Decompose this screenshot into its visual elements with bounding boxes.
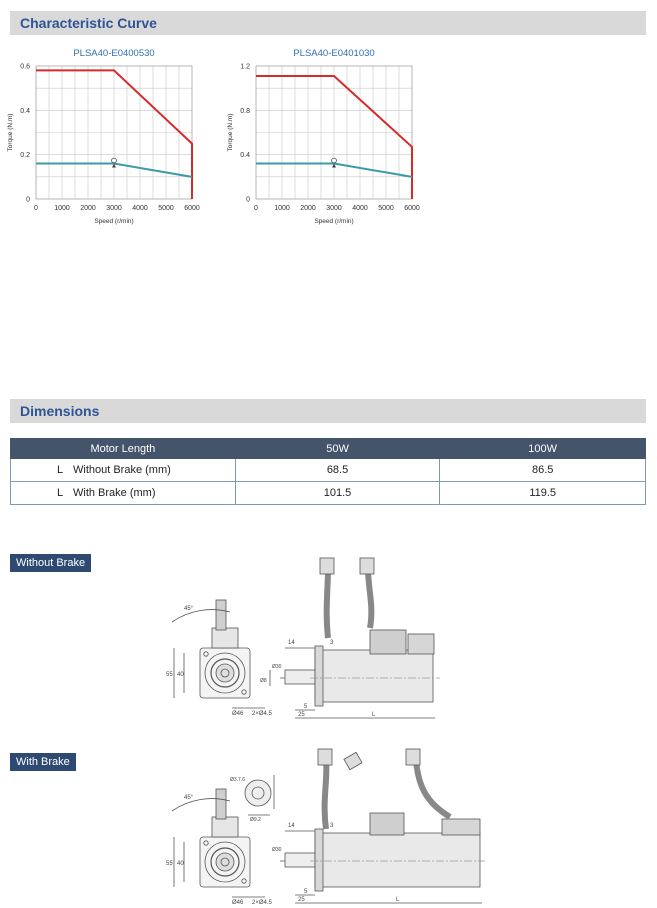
operating-point-marker	[332, 158, 337, 163]
dim-3: 3	[330, 823, 334, 829]
dim-shaft: Ø8	[260, 678, 267, 684]
dim-angle: 45°	[184, 606, 194, 612]
table-cell: 119.5	[440, 482, 646, 505]
chart-title: PLSA40-E0401030	[293, 48, 375, 59]
dim-d92: Ø9.2	[250, 817, 261, 823]
dim-L: L	[372, 712, 376, 718]
dim-holes: 2×Ø4.5	[252, 711, 272, 717]
table-cell: 101.5	[235, 482, 440, 505]
y-tick-label: 0.4	[240, 152, 250, 160]
chart-plsa40-e0401030	[220, 44, 430, 234]
dim-d37: Ø3.7.6	[230, 777, 246, 783]
x-tick-label: 3000	[106, 205, 122, 212]
x-axis-label: Speed (r/min)	[314, 218, 354, 225]
x-tick-label: 4000	[352, 205, 368, 212]
table-header-row	[11, 439, 646, 459]
x-tick-label: 3000	[326, 205, 342, 212]
motor-drawing-without-brake	[160, 550, 450, 725]
x-tick-label: 1000	[54, 205, 70, 212]
x-tick-label: 2000	[80, 205, 96, 212]
y-tick-label: 0	[26, 196, 30, 204]
dim-40: 40	[177, 861, 184, 867]
table-row	[11, 482, 646, 505]
y-tick-label: 0	[246, 196, 250, 204]
x-tick-label: 5000	[158, 205, 174, 212]
x-tick-label: 5000	[378, 205, 394, 212]
header-cell: 100W	[440, 439, 646, 459]
dim-5: 5	[304, 889, 308, 895]
motor-drawing-with-brake	[160, 745, 490, 908]
dim-holes: 2×Ø4.5	[252, 900, 272, 906]
x-tick-label: 1000	[274, 205, 290, 212]
x-tick-label: 2000	[300, 205, 316, 212]
section-title: Characteristic Curve	[20, 15, 157, 31]
header-cell: 50W	[235, 439, 440, 459]
table-cell: 86.5	[440, 459, 646, 482]
x-tick-label: 0	[254, 205, 258, 212]
y-tick-label: 0.2	[20, 152, 30, 160]
dim-L: L	[396, 897, 400, 903]
table-row	[11, 459, 646, 482]
section-header-characteristic-curve	[10, 11, 646, 35]
dim-55: 55	[166, 672, 173, 678]
header-cell: Motor Length	[11, 439, 236, 459]
dim-d46: Ø46	[232, 900, 244, 906]
dim-5: 5	[304, 704, 308, 710]
y-tick-label: 0.8	[240, 107, 250, 115]
y-axis-label: Torque (N.m)	[7, 113, 14, 152]
dim-25: 25	[298, 712, 305, 718]
dim-55: 55	[166, 861, 173, 867]
dim-spigot: Ø30	[272, 664, 282, 670]
dim-40: 40	[177, 672, 184, 678]
x-tick-label: 6000	[184, 205, 200, 212]
chart-svg	[0, 44, 210, 234]
x-tick-label: 4000	[132, 205, 148, 212]
dim-3: 3	[330, 640, 334, 646]
y-axis-label: Torque (N.m)	[227, 113, 234, 152]
y-tick-label: 0.4	[20, 107, 30, 115]
dim-14: 14	[288, 823, 295, 829]
dim-d46: Ø46	[232, 711, 244, 717]
chart-svg	[220, 44, 430, 234]
dim-spigot: Ø30	[272, 847, 282, 853]
dim-25: 25	[298, 897, 305, 903]
operating-point-marker	[112, 158, 117, 163]
section-title: Dimensions	[20, 403, 100, 419]
table-cell: 68.5	[235, 459, 440, 482]
dimensions-table	[10, 438, 646, 505]
chart-plsa40-e0400530	[0, 44, 210, 234]
x-tick-label: 0	[34, 205, 38, 212]
section-header-dimensions	[10, 399, 646, 423]
dim-angle: 45°	[184, 795, 194, 801]
y-tick-label: 0.6	[20, 63, 30, 71]
x-tick-label: 6000	[404, 205, 420, 212]
row-label: L Without Brake (mm)	[11, 459, 236, 482]
without-brake-tag: Without Brake	[10, 554, 91, 572]
y-tick-label: 1.2	[240, 63, 250, 71]
row-label: L With Brake (mm)	[11, 482, 236, 505]
dim-14: 14	[288, 640, 295, 646]
chart-title: PLSA40-E0400530	[73, 48, 155, 59]
x-axis-label: Speed (r/min)	[94, 218, 134, 225]
with-brake-tag: With Brake	[10, 753, 76, 771]
